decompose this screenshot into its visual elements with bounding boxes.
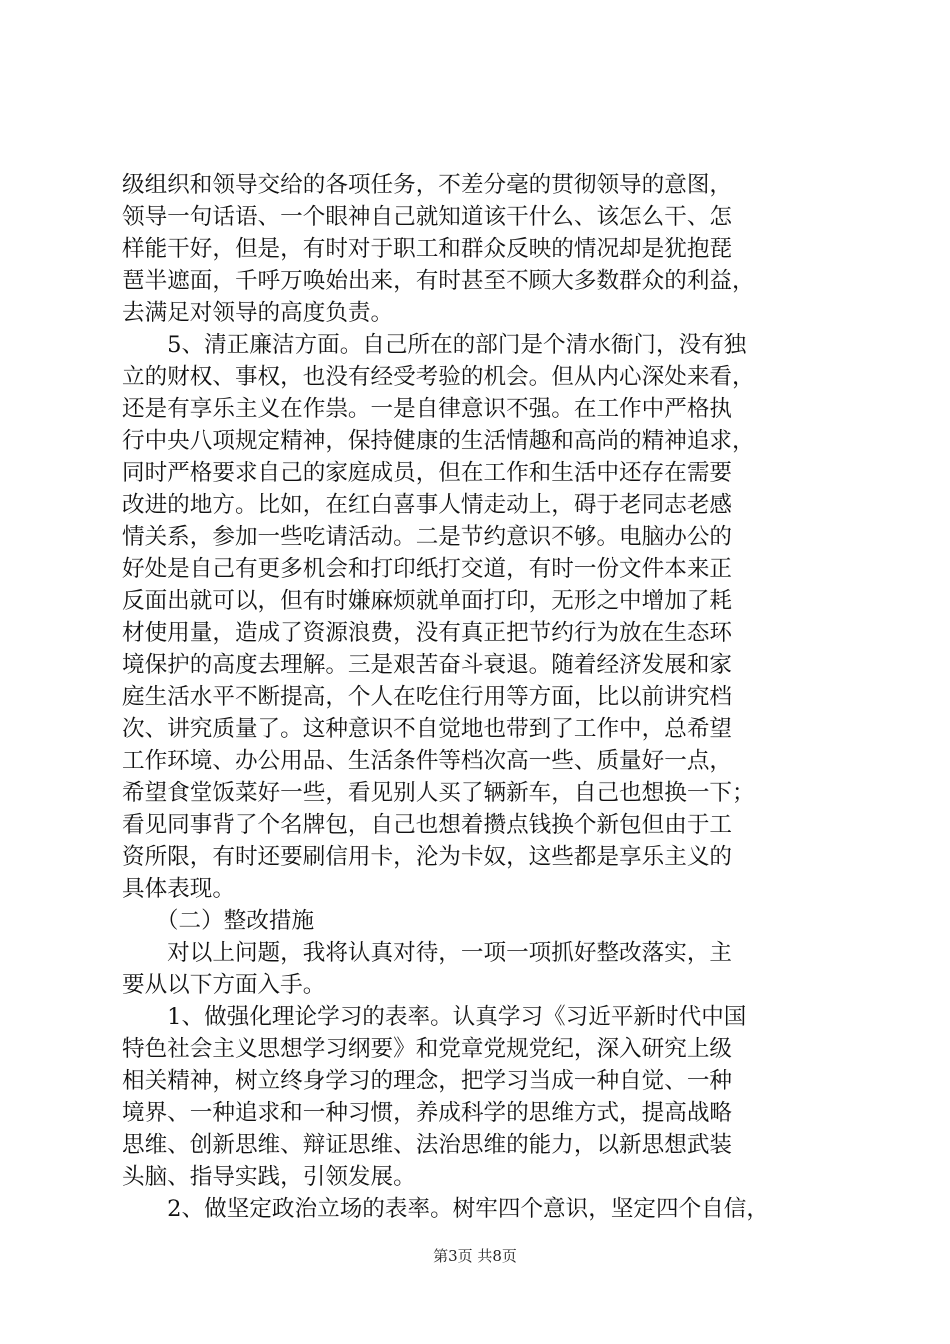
- text-line: 领导一句话语、一个眼神自己就知道该干什么、该怎么干、怎: [122, 204, 733, 230]
- text-line: 1、做强化理论学习的表率。认真学习《习近平新时代中国: [122, 1004, 747, 1030]
- text-line: 次、讲究质量了。这种意识不自觉地也带到了工作中，总希望: [122, 716, 733, 742]
- text-line: 希望食堂饭菜好一些，看见别人买了辆新车，自己也想换一下；: [122, 780, 755, 806]
- text-line: 材使用量，造成了资源浪费，没有真正把节约行为放在生态环: [122, 620, 733, 646]
- text-line: 工作环境、办公用品、生活条件等档次高一些、质量好一点，: [122, 748, 733, 774]
- text-line: 去满足对领导的高度负责。: [122, 300, 394, 326]
- text-line: 资所限，有时还要刷信用卡，沦为卡奴，这些都是享乐主义的: [122, 844, 733, 870]
- text-line: （二）整改措施: [122, 908, 315, 934]
- text-line: 相关精神，树立终身学习的理念，把学习当成一种自觉、一种: [122, 1068, 733, 1094]
- text-line: 头脑、指导实践，引领发展。: [122, 1164, 416, 1190]
- text-line: 琶半遮面，千呼万唤始出来，有时甚至不顾大多数群众的利益，: [122, 268, 755, 294]
- text-line: 情关系，参加一些吃请活动。二是节约意识不够。电脑办公的: [122, 524, 733, 550]
- text-line: 行中央八项规定精神，保持健康的生活情趣和高尚的精神追求，: [122, 428, 755, 454]
- text-line: 对以上问题，我将认真对待，一项一项抓好整改落实，主: [122, 940, 733, 966]
- text-line: 2、做坚定政治立场的表率。树牢四个意识，坚定四个自信，: [122, 1196, 769, 1222]
- text-line: 具体表现。: [122, 876, 235, 902]
- text-line: 特色社会主义思想学习纲要》和党章党规党纪，深入研究上级: [122, 1036, 733, 1062]
- text-line: 好处是自己有更多机会和打印纸打交道，有时一份文件本来正: [122, 556, 733, 582]
- text-line: 境界、一种追求和一种习惯，养成科学的思维方式，提高战略: [122, 1100, 733, 1126]
- text-line: 级组织和领导交给的各项任务，不差分毫的贯彻领导的意图，: [122, 172, 733, 198]
- text-line: 看见同事背了个名牌包，自己也想着攒点钱换个新包但由于工: [122, 812, 733, 838]
- text-line: 还是有享乐主义在作祟。一是自律意识不强。在工作中严格执: [122, 396, 733, 422]
- document-body-text: [122, 169, 834, 1225]
- text-line: 5、清正廉洁方面。自己所在的部门是个清水衙门，没有独: [122, 332, 747, 358]
- text-line: 反面出就可以，但有时嫌麻烦就单面打印，无形之中增加了耗: [122, 588, 733, 614]
- text-line: 改进的地方。比如，在红白喜事人情走动上，碍于老同志老感: [122, 492, 733, 518]
- text-line: 思维、创新思维、辩证思维、法治思维的能力，以新思想武装: [122, 1132, 733, 1158]
- text-line: 庭生活水平不断提高，个人在吃住行用等方面，比以前讲究档: [122, 684, 733, 710]
- text-line: 要从以下方面入手。: [122, 972, 326, 998]
- page-footer: 第3页 共8页: [433, 1247, 517, 1265]
- text-line: 境保护的高度去理解。三是艰苦奋斗衰退。随着经济发展和家: [122, 652, 733, 678]
- text-line: 同时严格要求自己的家庭成员，但在工作和生活中还存在需要: [122, 460, 733, 486]
- text-line: 立的财权、事权，也没有经受考验的机会。但从内心深处来看，: [122, 364, 755, 390]
- text-line: 样能干好，但是，有时对于职工和群众反映的情况却是犹抱琵: [122, 236, 733, 262]
